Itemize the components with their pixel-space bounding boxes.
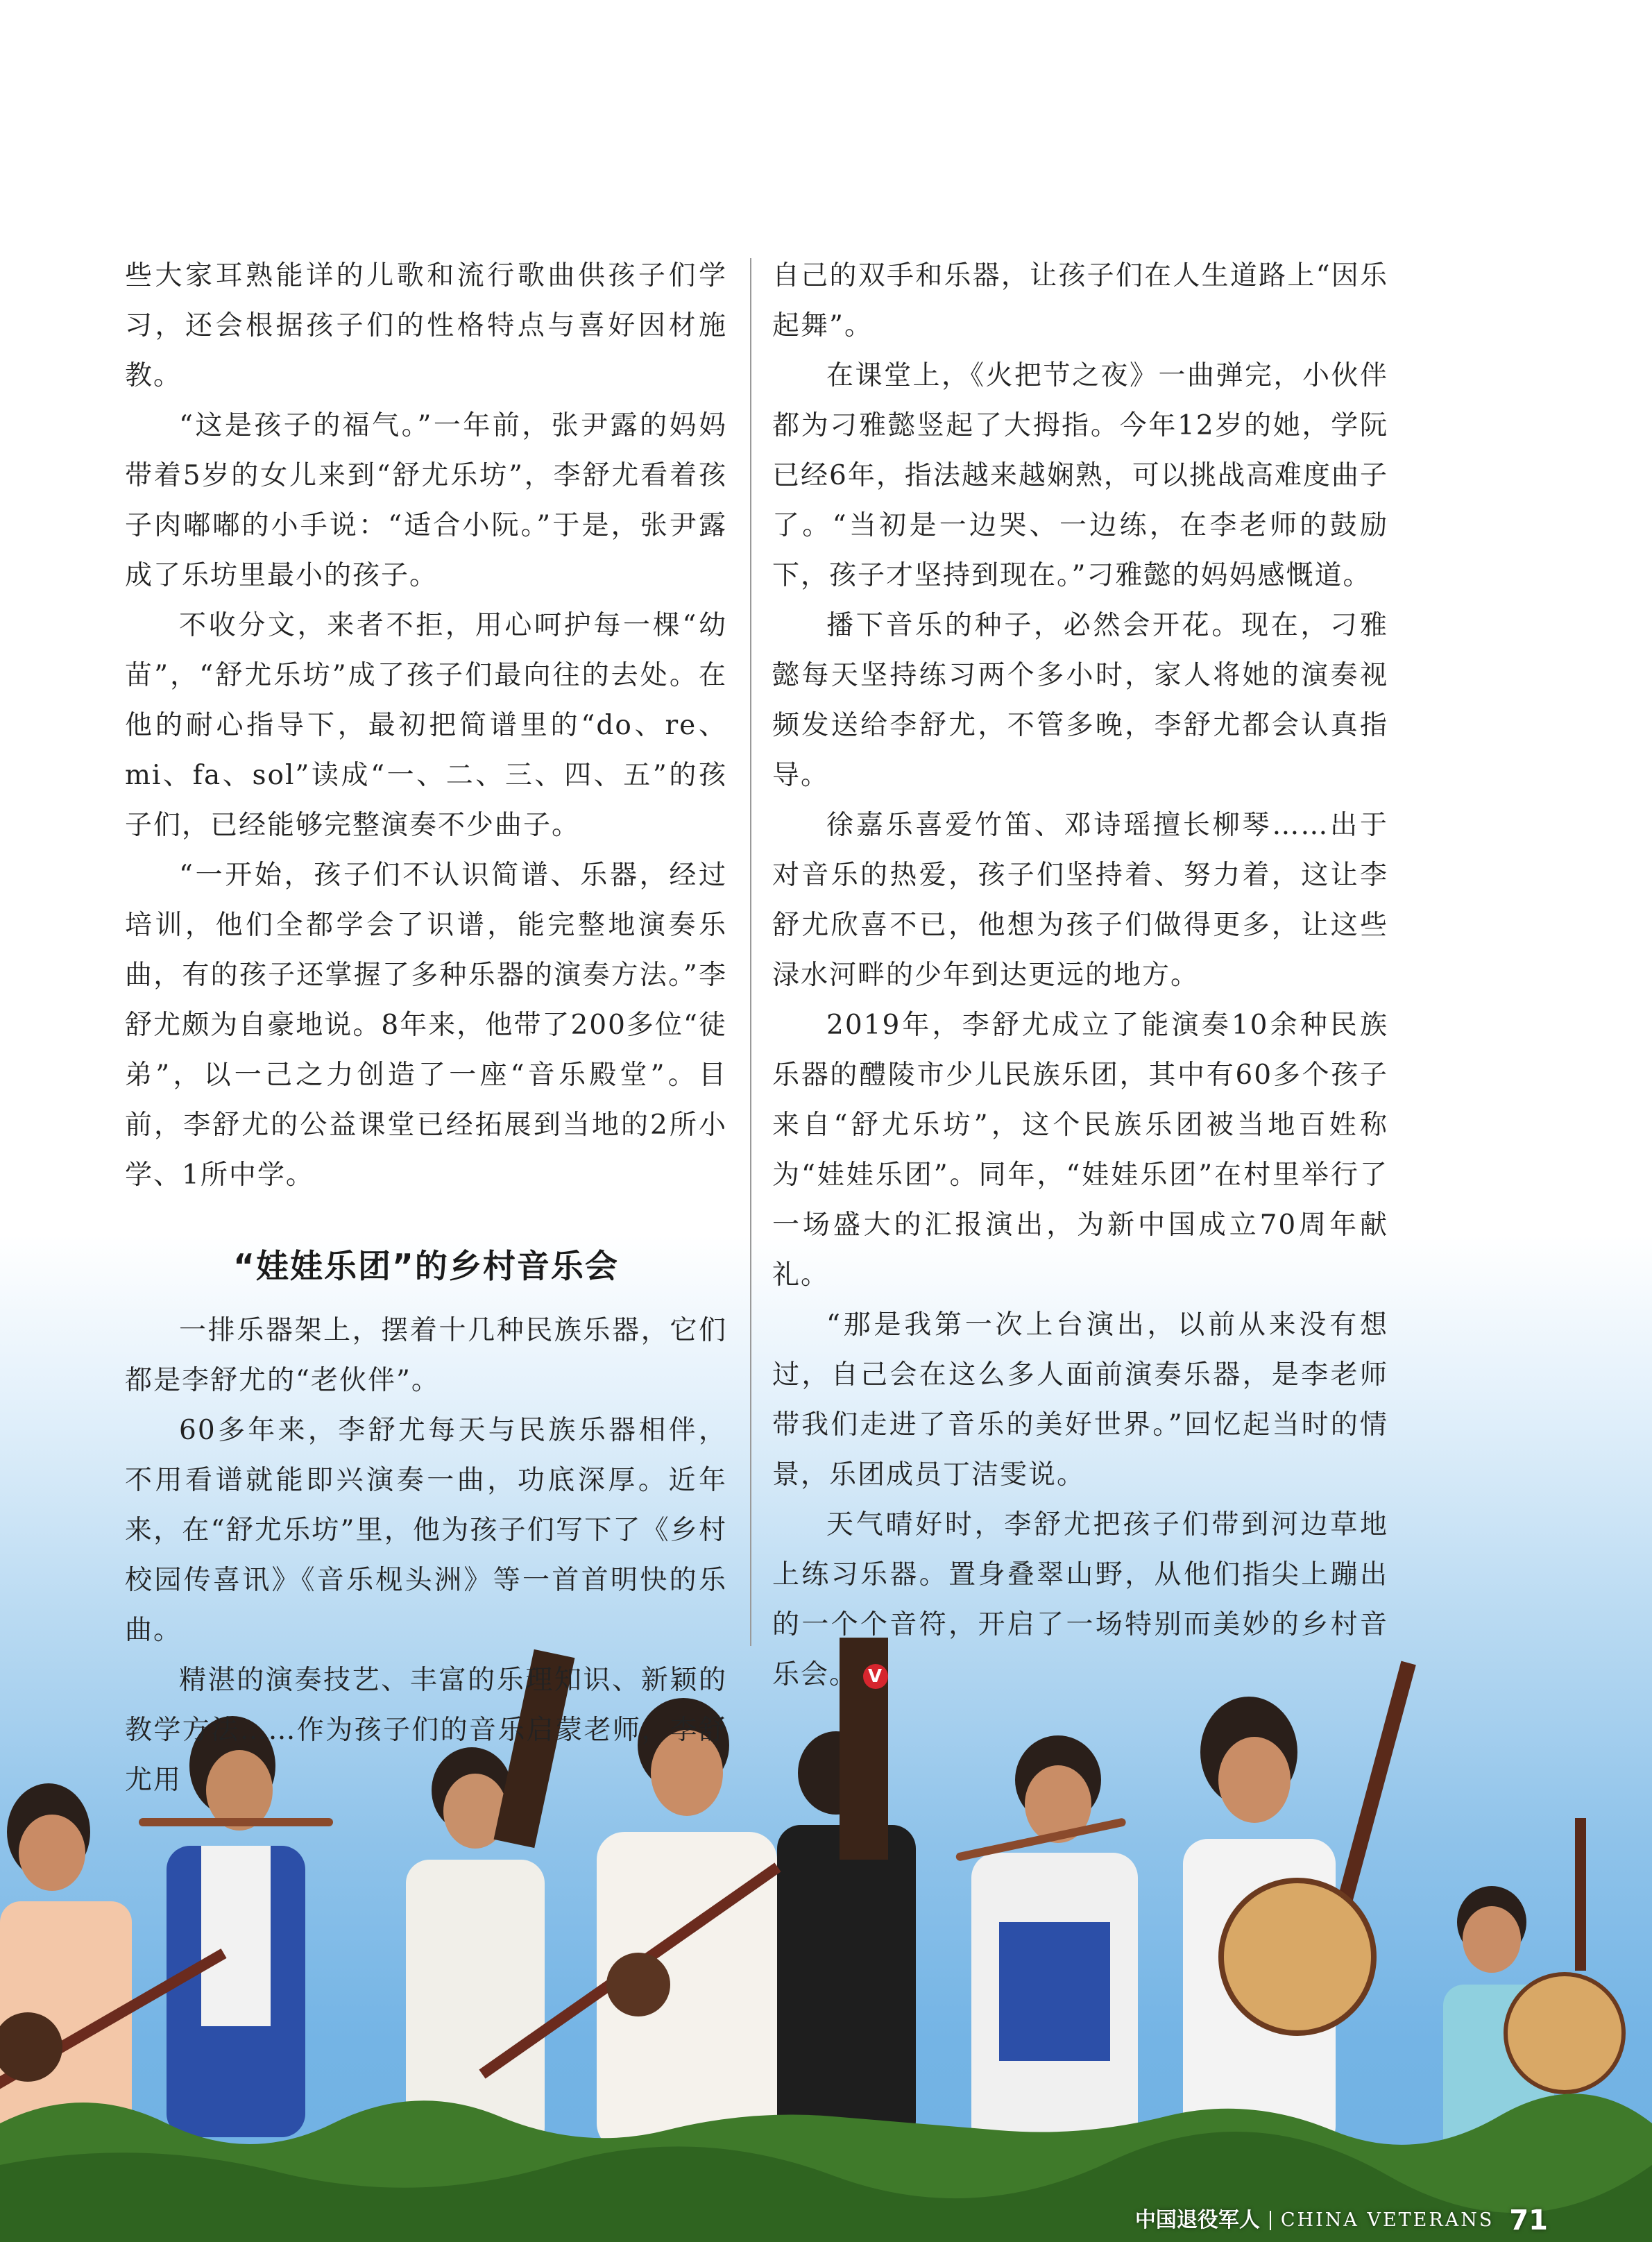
paragraph: 60多年来，李舒尤每天与民族乐器相伴，不用看谱就能即兴演奏一曲，功底深厚。近年来，在“舒尤乐坊”里，他为孩子们写下了《乡村校园传喜讯》《音乐枧头洲》等一首首明快的乐曲。 [125,1415,727,1646]
paragraph: 徐嘉乐喜爱竹笛、邓诗瑶擅长柳琴……出于对音乐的热爱，孩子们坚持着、努力着，这让李舒尤欣喜不已，他想为孩子们做得更多，让这些渌水河畔的少年到达更远的地方。 [772,810,1388,991]
article-end-icon: V [863,1664,888,1689]
paragraph-text: 天气晴好时，李舒尤把孩子们带到河边草地上练习乐器。置身叠翠山野，从他们指尖上蹦出的一个个音符，开启了一场特别而美妙的乡村音乐会。 [772,1509,1388,1690]
page-number: 71 [1509,2205,1548,2236]
column-divider [750,258,751,1646]
left-column [125,251,727,1806]
child-figure-6 [971,1735,1138,2151]
paragraph: 精湛的演奏技艺、丰富的乐理知识、新颖的教学方法……作为孩子们的音乐启蒙老师，李舒尤用 [125,1665,727,1796]
paragraph: “那是我第一次上台演出，以前从来没有想过，自己会在这么多人面前演奏乐器，是李老师带我们走进了音乐的美好世界。”回忆起当时的情景，乐团成员丁洁雯说。 [772,1309,1388,1491]
magazine-name-cn: 中国退役军人 [1134,2208,1260,2232]
footer-separator [1270,2211,1271,2230]
paragraph: 2019年，李舒尤成立了能演奏10余种民族乐器的醴陵市少儿民族乐团，其中有60多个孩子来自“舒尤乐坊”，这个民族乐团被当地百姓称为“娃娃乐团”。同年，“娃娃乐团”在村里举行了一场盛大的汇报演出，为新中国成立70周年献礼。 [772,1010,1388,1291]
page-footer [1135,2207,1548,2234]
paragraph: 不收分文，来者不拒，用心呵护每一棵“幼苗”，“舒尤乐坊”成了孩子们最向往的去处。在他的耐心指导下，最初把简谱里的“do、re、mi、fa、sol”读成“一、二、三、四、五”的孩子们，已经能够完整演奏不少曲子。 [125,610,727,841]
paragraph: 些大家耳熟能详的儿歌和流行歌曲供孩子们学习，还会根据孩子们的性格特点与喜好因材施教。 [125,260,727,391]
paragraph: “一开始，孩子们不认识简谱、乐器，经过培训，他们全都学会了识谱，能完整地演奏乐曲，有的孩子还掌握了多种乐器的演奏方法。”李舒尤颇为自豪地说。8年来，他带了200多位“徒弟”，以一己之力创造了一座“音乐殿堂”。目前，李舒尤的公益课堂已经拓展到当地的2所小学、1所中学。 [125,860,727,1191]
magazine-name-en: CHINA VETERANS [1280,2209,1495,2231]
child-figure-1 [0,1783,132,2144]
paragraph: 在课堂上，《火把节之夜》一曲弹完，小伙伴都为刁雅懿竖起了大拇指。今年12岁的她，学阮已经6年，指法越来越娴熟，可以挑战高难度曲子了。“当初是一边哭、一边练，在李老师的鼓励下，孩子才坚持到现在。”刁雅懿的妈妈感慨道。 [772,360,1388,591]
paragraph-final [772,1500,1388,1700]
paragraph: “这是孩子的福气。”一年前，张尹露的妈妈带着5岁的女儿来到“舒尤乐坊”，李舒尤看着孩子肉嘟嘟的小手说：“适合小阮。”于是，张尹露成了乐坊里最小的孩子。 [125,410,727,591]
paragraph: 一排乐器架上，摆着十几种民族乐器，它们都是李舒尤的“老伙伴”。 [125,1315,727,1396]
paragraph: 播下音乐的种子，必然会开花。现在，刁雅懿每天坚持练习两个多小时，家人将她的演奏视频发送给李舒尤，不管多晚，李舒尤都会认真指导。 [772,610,1388,791]
section-heading: “娃娃乐团”的乡村音乐会 [233,1248,619,1286]
right-column [772,251,1388,1700]
paragraph: 自己的双手和乐器，让孩子们在人生道路上“因乐起舞”。 [772,260,1388,341]
